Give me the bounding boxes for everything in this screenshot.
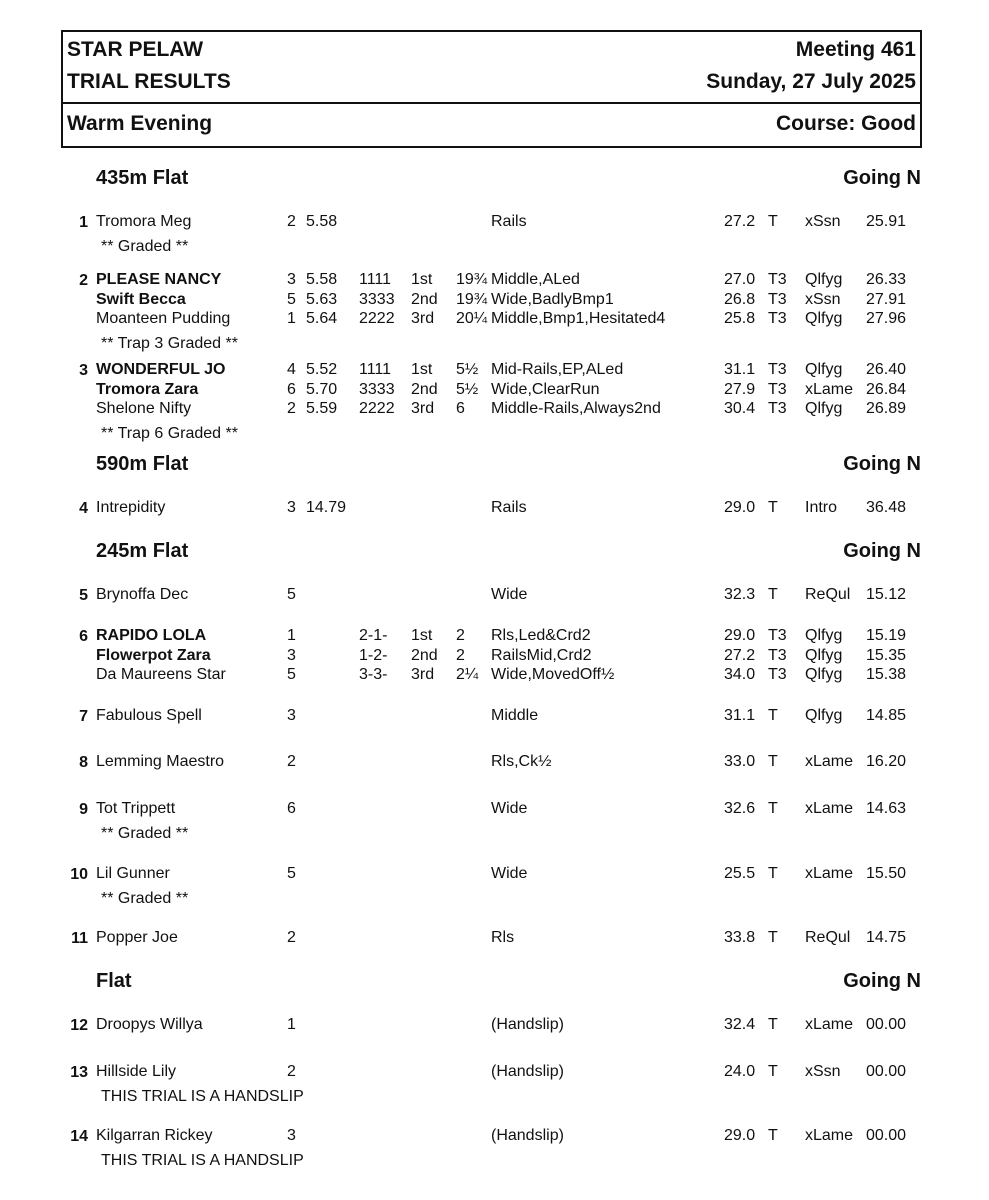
grade: T3	[768, 290, 787, 308]
dog-weight: 29.0	[724, 627, 756, 644]
dog-weight: 32.3	[724, 586, 756, 603]
dog-weight: 27.9	[724, 380, 756, 398]
trap-number: 3	[287, 1127, 296, 1144]
trial-number: 5	[79, 587, 88, 604]
run-time: 15.19	[866, 627, 907, 644]
dog-name: Shelone Nifty	[96, 400, 192, 417]
winning-distance: 2	[456, 627, 465, 644]
section-going: Going N	[843, 540, 921, 562]
section-heading	[96, 539, 921, 563]
trap-number: 3	[287, 271, 296, 288]
run-time: 16.20	[866, 753, 907, 770]
run-time: 26.33	[866, 271, 907, 288]
run-time: 26.40	[866, 361, 907, 378]
conditions-box	[61, 104, 922, 148]
meeting-date: Sunday, 27 July 2025	[706, 70, 916, 93]
sectional-time: 5.70	[306, 380, 338, 398]
dog-weight: 31.1	[724, 707, 756, 724]
dog-weight: 32.6	[724, 800, 756, 817]
trial-number: 12	[70, 1017, 88, 1034]
dog-name: Swift Becca	[96, 290, 186, 308]
dog-weight: 33.0	[724, 753, 756, 770]
race-comment: Rls	[491, 929, 515, 946]
race-comment: Wide	[491, 800, 528, 817]
bend-positions: 3333	[359, 290, 395, 308]
section-heading	[96, 452, 921, 476]
trial-status: xSsn	[805, 290, 841, 308]
dog-name: PLEASE NANCY	[96, 271, 222, 288]
trial-number: 11	[71, 930, 88, 947]
dog-weight: 26.8	[724, 290, 756, 308]
trial-status: Qlfyg	[805, 627, 843, 644]
winning-distance: 20¼	[456, 310, 488, 327]
trap-number: 1	[287, 627, 296, 644]
section-distance: 435m Flat	[96, 167, 189, 189]
trial-note: THIS TRIAL IS A HANDSLIP	[101, 1151, 304, 1169]
sectional-time: 5.52	[306, 361, 338, 378]
finish-place: 3rd	[411, 400, 435, 417]
trial-number: 14	[70, 1128, 88, 1145]
trial-number: 2	[79, 272, 88, 289]
grade: T3	[768, 380, 787, 398]
race-comment: Rails	[491, 499, 527, 516]
run-time: 00.00	[866, 1016, 907, 1033]
bend-positions: 2222	[359, 400, 395, 417]
dog-name: Fabulous Spell	[96, 707, 202, 724]
finish-place: 2nd	[411, 646, 438, 664]
race-comment: (Handslip)	[491, 1016, 564, 1033]
section-heading	[96, 969, 921, 993]
run-time: 00.00	[866, 1127, 907, 1144]
race-comment: Rls,Led&Crd2	[491, 627, 591, 644]
trial-number: 1	[79, 214, 88, 231]
trap-number: 5	[287, 586, 296, 603]
grade: T	[768, 800, 778, 817]
dog-weight: 30.4	[724, 400, 756, 417]
winning-distance: 19¾	[456, 290, 488, 308]
dog-name: WONDERFUL JO	[96, 361, 226, 378]
race-comment: (Handslip)	[491, 1063, 564, 1080]
report-title: TRIAL RESULTS	[67, 70, 231, 93]
dog-name: Da Maureens Star	[96, 666, 226, 683]
run-time: 00.00	[866, 1063, 907, 1080]
race-comment: Rails	[491, 213, 527, 230]
dog-name: Moanteen Pudding	[96, 310, 231, 327]
trap-number: 1	[287, 310, 296, 327]
trial-status: xLame	[805, 1127, 854, 1144]
winning-distance: 5½	[456, 361, 479, 378]
dog-name: Popper Joe	[96, 929, 178, 946]
dog-weight: 27.2	[724, 646, 756, 664]
dog-weight: 25.8	[724, 310, 756, 327]
grade: T3	[768, 361, 787, 378]
dog-weight: 29.0	[724, 499, 756, 516]
bend-positions: 2222	[359, 310, 395, 327]
race-comment: Wide	[491, 865, 528, 882]
grade: T	[768, 707, 778, 724]
run-time: 14.85	[866, 707, 907, 724]
sectional-time: 14.79	[306, 499, 347, 516]
bend-positions: 2-1-	[359, 627, 388, 644]
race-comment: Middle,Bmp1,Hesitated4	[491, 310, 666, 327]
dog-name: Lil Gunner	[96, 865, 170, 882]
trap-number: 5	[287, 865, 296, 882]
dog-name: Intrepidity	[96, 499, 166, 516]
dog-weight: 33.8	[724, 929, 756, 946]
grade: T3	[768, 271, 787, 288]
winning-distance: 2	[456, 646, 465, 664]
dog-weight: 24.0	[724, 1063, 756, 1080]
trial-note: ** Graded **	[101, 237, 189, 255]
grade: T	[768, 865, 778, 882]
trial-status: Qlfyg	[805, 271, 843, 288]
meeting-number: Meeting 461	[795, 38, 916, 61]
sectional-time: 5.59	[306, 400, 338, 417]
trap-number: 3	[287, 646, 296, 664]
race-comment: RailsMid,Crd2	[491, 646, 592, 664]
trial-status: xLame	[805, 380, 854, 398]
trap-number: 3	[287, 499, 296, 516]
trial-status: Qlfyg	[805, 666, 843, 683]
grade: T	[768, 1063, 778, 1080]
run-time: 15.38	[866, 666, 907, 683]
sectional-time: 5.63	[306, 290, 338, 308]
run-time: 26.84	[866, 380, 907, 398]
dog-name: Tromora Meg	[96, 213, 192, 230]
trap-number: 2	[287, 753, 296, 770]
finish-place: 1st	[411, 271, 433, 288]
dog-name: Droopys Willya	[96, 1016, 203, 1033]
grade: T3	[768, 627, 787, 644]
finish-place: 1st	[411, 361, 433, 378]
grade: T	[768, 753, 778, 770]
trap-number: 6	[287, 800, 296, 817]
section-heading	[96, 166, 921, 190]
race-comment: Wide,BadlyBmp1	[491, 290, 614, 308]
dog-weight: 27.0	[724, 271, 756, 288]
dog-name: Lemming Maestro	[96, 753, 225, 770]
bend-positions: 3-3-	[359, 666, 388, 683]
trial-status: Qlfyg	[805, 310, 843, 327]
trial-number: 10	[70, 866, 88, 883]
trial-status: xLame	[805, 800, 854, 817]
trial-status: Qlfyg	[805, 646, 843, 664]
trial-status: Qlfyg	[805, 361, 843, 378]
sectional-time: 5.58	[306, 271, 338, 288]
trial-status: xLame	[805, 865, 854, 882]
section-distance: Flat	[96, 970, 132, 992]
trial-status: Qlfyg	[805, 400, 843, 417]
section-distance: 590m Flat	[96, 453, 189, 475]
trap-number: 2	[287, 1063, 296, 1080]
dog-name: Hillside Lily	[96, 1063, 177, 1080]
trap-number: 3	[287, 707, 296, 724]
section-going: Going N	[843, 453, 921, 475]
dog-name: Flowerpot Zara	[96, 646, 211, 664]
finish-place: 3rd	[411, 310, 435, 327]
trial-status: ReQul	[805, 586, 851, 603]
grade: T	[768, 1016, 778, 1033]
bend-positions: 1111	[359, 271, 392, 288]
run-time: 26.89	[866, 400, 907, 417]
trap-number: 5	[287, 666, 296, 683]
run-time: 36.48	[866, 499, 907, 516]
section-going: Going N	[843, 970, 921, 992]
trial-number: 3	[79, 362, 88, 379]
trial-note: ** Trap 6 Graded **	[101, 424, 238, 442]
dog-name: Tot Trippett	[96, 800, 176, 817]
section-distance: 245m Flat	[96, 540, 189, 562]
race-comment: Wide	[491, 586, 528, 603]
race-comment: Middle	[491, 707, 539, 724]
trial-number: 9	[79, 801, 88, 818]
run-time: 25.91	[866, 213, 907, 230]
trial-status: xSsn	[805, 1063, 841, 1080]
venue-name: STAR PELAW	[67, 38, 204, 61]
header-box	[61, 30, 922, 104]
trial-status: Qlfyg	[805, 707, 843, 724]
grade: T3	[768, 646, 787, 664]
finish-place: 2nd	[411, 380, 438, 398]
grade: T3	[768, 310, 787, 327]
trial-number: 8	[79, 754, 88, 771]
dog-name: Kilgarran Rickey	[96, 1127, 213, 1144]
race-comment: Rls,Ck½	[491, 753, 552, 770]
weather: Warm Evening	[67, 112, 213, 135]
winning-distance: 6	[456, 400, 465, 417]
grade: T	[768, 929, 778, 946]
run-time: 27.96	[866, 310, 907, 327]
race-comment: Middle,ALed	[491, 271, 580, 288]
run-time: 15.35	[866, 646, 907, 664]
winning-distance: 19¾	[456, 271, 488, 288]
bend-positions: 1-2-	[359, 646, 388, 664]
trial-status: xLame	[805, 753, 854, 770]
finish-place: 2nd	[411, 290, 438, 308]
trial-number: 4	[79, 500, 88, 517]
dog-name: Tromora Zara	[96, 380, 199, 398]
trial-number: 6	[79, 628, 88, 645]
finish-place: 1st	[411, 627, 433, 644]
dog-weight: 25.5	[724, 865, 756, 882]
trap-number: 2	[287, 213, 296, 230]
trial-note: ** Trap 3 Graded **	[101, 334, 238, 352]
trap-number: 6	[287, 380, 296, 398]
trial-status: ReQul	[805, 929, 851, 946]
race-comment: Wide,ClearRun	[491, 380, 600, 398]
bend-positions: 3333	[359, 380, 395, 398]
race-comment: Middle-Rails,Always2nd	[491, 400, 661, 417]
dog-name: RAPIDO LOLA	[96, 627, 207, 644]
trap-number: 5	[287, 290, 296, 308]
run-time: 14.63	[866, 800, 907, 817]
sectional-time: 5.58	[306, 213, 338, 230]
grade: T	[768, 1127, 778, 1144]
trial-number: 13	[70, 1064, 88, 1081]
winning-distance: 2¼	[456, 666, 479, 683]
finish-place: 3rd	[411, 666, 435, 683]
race-comment: Mid-Rails,EP,ALed	[491, 361, 624, 378]
trial-status: xSsn	[805, 213, 841, 230]
trial-note: ** Graded **	[101, 824, 189, 842]
dog-weight: 34.0	[724, 666, 756, 683]
dog-weight: 31.1	[724, 361, 756, 378]
grade: T3	[768, 666, 787, 683]
trial-number: 7	[79, 708, 88, 725]
run-time: 14.75	[866, 929, 907, 946]
grade: T	[768, 499, 778, 516]
trap-number: 4	[287, 361, 296, 378]
grade: T	[768, 213, 778, 230]
race-comment: (Handslip)	[491, 1127, 564, 1144]
sectional-time: 5.64	[306, 310, 338, 327]
trap-number: 2	[287, 400, 296, 417]
dog-name: Brynoffa Dec	[96, 586, 189, 603]
trap-number: 2	[287, 929, 296, 946]
trap-number: 1	[287, 1016, 296, 1033]
winning-distance: 5½	[456, 380, 479, 398]
course-condition: Course: Good	[776, 112, 916, 135]
dog-weight: 29.0	[724, 1127, 756, 1144]
bend-positions: 1111	[359, 361, 392, 378]
race-comment: Wide,MovedOff½	[491, 666, 615, 683]
trial-status: Intro	[805, 499, 838, 516]
section-going: Going N	[843, 167, 921, 189]
grade: T3	[768, 400, 787, 417]
dog-weight: 32.4	[724, 1016, 756, 1033]
run-time: 15.50	[866, 865, 907, 882]
grade: T	[768, 586, 778, 603]
run-time: 27.91	[866, 290, 907, 308]
trial-note: THIS TRIAL IS A HANDSLIP	[101, 1087, 304, 1105]
trial-note: ** Graded **	[101, 889, 189, 907]
trial-status: xLame	[805, 1016, 854, 1033]
dog-weight: 27.2	[724, 213, 756, 230]
run-time: 15.12	[866, 586, 907, 603]
